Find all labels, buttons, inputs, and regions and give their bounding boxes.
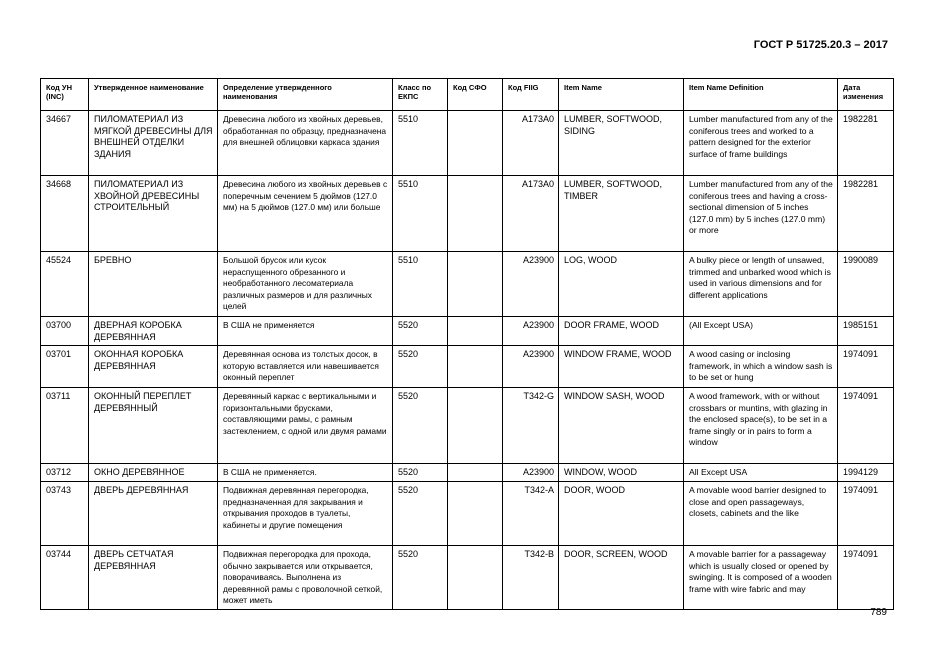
- table-row: [41, 482, 894, 546]
- cell-ekps-class: 5510: [393, 111, 448, 176]
- cell-definition: Деревянный каркас с вертикальными и горизонтальными брусками, составляющими рамы, с рамным застеклением, с одной или двумя рамами: [218, 388, 393, 464]
- cell-code: 03711: [41, 388, 89, 464]
- cell-change-date: 1974091: [838, 388, 894, 464]
- cell-fiig-code: A173A0: [503, 111, 559, 176]
- cell-code: 03700: [41, 317, 89, 346]
- cell-code: 03744: [41, 546, 89, 610]
- cell-fiig-code: T342-A: [503, 482, 559, 546]
- cell-ekps-class: 5520: [393, 482, 448, 546]
- cell-ekps-class: 5520: [393, 346, 448, 388]
- cell-change-date: 1974091: [838, 346, 894, 388]
- standard-header: ГОСТ Р 51725.20.3 – 2017: [753, 39, 888, 51]
- cell-item-definition: A wood casing or inclosing framework, in which a window sash is to be set or hung: [684, 346, 838, 388]
- cell-approved-name: ОКОННАЯ КОРОБКА ДЕРЕВЯННАЯ: [89, 346, 218, 388]
- cell-item-name: LUMBER, SOFTWOOD, TIMBER: [559, 176, 684, 252]
- cell-ekps-class: 5520: [393, 464, 448, 482]
- cell-change-date: 1982281: [838, 111, 894, 176]
- cell-item-definition: (All Except USA): [684, 317, 838, 346]
- table-row: [41, 388, 894, 464]
- cell-definition: Подвижная деревянная перегородка, предназначенная для закрывания и открывания проходов в туалеты, кабинеты и другие помещения: [218, 482, 393, 546]
- cell-ekps-class: 5510: [393, 252, 448, 317]
- cell-ekps-class: 5510: [393, 176, 448, 252]
- cell-code: 03743: [41, 482, 89, 546]
- cell-definition: В США не применяется: [218, 317, 393, 346]
- col-header-definition: Определение утвержденного наименования: [218, 79, 393, 111]
- cell-ekps-class: 5520: [393, 546, 448, 610]
- cell-item-definition: A wood framework, with or without crossbars or muntins, with glazing in the enclosed space(s), to be set in a frame singly or in pairs to form a window: [684, 388, 838, 464]
- col-header-sfo-code: Код СФО: [448, 79, 503, 111]
- header-row: [41, 79, 894, 111]
- cell-approved-name: ДВЕРЬ СЕТЧАТАЯ ДЕРЕВЯННАЯ: [89, 546, 218, 610]
- table-row: [41, 464, 894, 482]
- cell-item-definition: Lumber manufactured from any of the coniferous trees and having a cross-sectional dimension of 5 inches (127.0 mm) by 5 inches (127.0 mm) or more: [684, 176, 838, 252]
- cell-item-definition: Lumber manufactured from any of the coniferous trees and worked to a pattern designed for the exterior surface of frame buildings: [684, 111, 838, 176]
- cell-item-name: DOOR, WOOD: [559, 482, 684, 546]
- col-header-approved-name: Утвержденное наименование: [89, 79, 218, 111]
- cell-item-name: LUMBER, SOFTWOOD, SIDING: [559, 111, 684, 176]
- col-header-fiig-code: Код FIIG: [503, 79, 559, 111]
- cell-definition: Древесина любого из хвойных деревьев с поперечным сечением 5 дюймов (127.0 мм) на 5 дюймов (127.0 мм) или больше: [218, 176, 393, 252]
- cell-sfo-code: [448, 388, 503, 464]
- cell-approved-name: ОКОННЫЙ ПЕРЕПЛЕТ ДЕРЕВЯННЫЙ: [89, 388, 218, 464]
- table-row: [41, 546, 894, 610]
- cell-change-date: 1982281: [838, 176, 894, 252]
- table-row: [41, 176, 894, 252]
- cell-sfo-code: [448, 346, 503, 388]
- cell-approved-name: ДВЕРЬ ДЕРЕВЯННАЯ: [89, 482, 218, 546]
- cell-definition: В США не применяется.: [218, 464, 393, 482]
- col-header-item-name: Item Name: [559, 79, 684, 111]
- cell-item-name: DOOR, SCREEN, WOOD: [559, 546, 684, 610]
- cell-fiig-code: A23900: [503, 317, 559, 346]
- cell-approved-name: ПИЛОМАТЕРИАЛ ИЗ МЯГКОЙ ДРЕВЕСИНЫ ДЛЯ ВНЕШНЕЙ ОТДЕЛКИ ЗДАНИЯ: [89, 111, 218, 176]
- cell-item-name: LOG, WOOD: [559, 252, 684, 317]
- cell-fiig-code: A23900: [503, 464, 559, 482]
- cell-change-date: 1974091: [838, 482, 894, 546]
- cell-definition: Деревянная основа из толстых досок, в которую вставляется или навешивается оконный переплет: [218, 346, 393, 388]
- cell-item-name: DOOR FRAME, WOOD: [559, 317, 684, 346]
- cell-item-definition: A bulky piece or length of unsawed, trimmed and unbarked wood which is used in various dimensions and for different applications: [684, 252, 838, 317]
- cell-code: 45524: [41, 252, 89, 317]
- cell-item-definition: All Except USA: [684, 464, 838, 482]
- cell-approved-name: ОКНО ДЕРЕВЯННОЕ: [89, 464, 218, 482]
- cell-definition: Древесина любого из хвойных деревьев, обработанная по образцу, предназначена для внешней облицовки каркаса здания: [218, 111, 393, 176]
- cell-approved-name: ПИЛОМАТЕРИАЛ ИЗ ХВОЙНОЙ ДРЕВЕСИНЫ СТРОИТЕЛЬНЫЙ: [89, 176, 218, 252]
- cell-fiig-code: A23900: [503, 346, 559, 388]
- cell-item-name: WINDOW FRAME, WOOD: [559, 346, 684, 388]
- cell-sfo-code: [448, 176, 503, 252]
- cell-definition: Подвижная перегородка для прохода, обычно закрывается или открывается, поворачиваясь. Выполнена из деревянной рамы с проволочной сеткой, может иметь: [218, 546, 393, 610]
- cell-fiig-code: A23900: [503, 252, 559, 317]
- col-header-code: Код УН (INC): [41, 79, 89, 111]
- cell-code: 34668: [41, 176, 89, 252]
- cell-sfo-code: [448, 546, 503, 610]
- cell-fiig-code: T342-G: [503, 388, 559, 464]
- cell-code: 34667: [41, 111, 89, 176]
- cell-code: 03701: [41, 346, 89, 388]
- col-header-ekps-class: Класс по ЕКПС: [393, 79, 448, 111]
- cell-ekps-class: 5520: [393, 317, 448, 346]
- col-header-change-date: Дата изменения: [838, 79, 894, 111]
- cell-approved-name: ДВЕРНАЯ КОРОБКА ДЕРЕВЯННАЯ: [89, 317, 218, 346]
- cell-fiig-code: A173A0: [503, 176, 559, 252]
- page-number: 789: [870, 607, 887, 618]
- cell-item-name: WINDOW SASH, WOOD: [559, 388, 684, 464]
- cell-ekps-class: 5520: [393, 388, 448, 464]
- cell-sfo-code: [448, 464, 503, 482]
- table-row: [41, 111, 894, 176]
- cell-fiig-code: T342-B: [503, 546, 559, 610]
- cell-sfo-code: [448, 252, 503, 317]
- table-row: [41, 346, 894, 388]
- cell-sfo-code: [448, 317, 503, 346]
- col-header-item-definition: Item Name Definition: [684, 79, 838, 111]
- cell-change-date: 1985151: [838, 317, 894, 346]
- cell-change-date: 1974091: [838, 546, 894, 610]
- cell-sfo-code: [448, 482, 503, 546]
- cell-change-date: 1990089: [838, 252, 894, 317]
- cell-change-date: 1994129: [838, 464, 894, 482]
- cell-item-definition: A movable wood barrier designed to close and open passageways, closets, cabinets and the like: [684, 482, 838, 546]
- table-row: [41, 252, 894, 317]
- table-row: [41, 317, 894, 346]
- cell-approved-name: БРЕВНО: [89, 252, 218, 317]
- nomenclature-table: [40, 78, 894, 610]
- cell-sfo-code: [448, 111, 503, 176]
- cell-definition: Большой брусок или кусок нераспущенного обрезанного и необработанного лесоматериала различных размеров и для различных целей: [218, 252, 393, 317]
- cell-item-definition: A movable barrier for a passageway which is usually closed or opened by swinging. It is composed of a wooden frame with wire fabric and may: [684, 546, 838, 610]
- cell-item-name: WINDOW, WOOD: [559, 464, 684, 482]
- cell-code: 03712: [41, 464, 89, 482]
